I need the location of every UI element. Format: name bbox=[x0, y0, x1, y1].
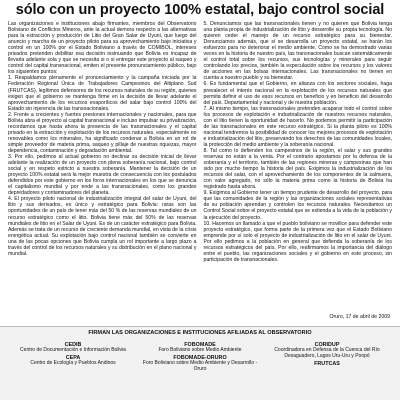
org-acronym: CEPA bbox=[65, 354, 81, 361]
org-entry bbox=[141, 355, 259, 373]
org-column-1 bbox=[14, 342, 132, 373]
point-9: 9. Exigimos al Gobierno tener un tiempo prudente de desarrollo del proyecto, para que las comunidades de la región y las organizaciones sociales representativas de su población aprendan y controlen los recursos naturales. Necesitamos un Control Social sobre el proyecto estatal que se extienda a la vida de la población y la ejecución del proyecto. bbox=[203, 190, 392, 221]
point-6: 6. Es fundamental que el Gobierno, en alianza con los sectores sociales, haga prevalecer el interés nacional en la explotación de los recursos naturales que permita definir el uso de esos recursos en beneficio y en beneficio del desarrollo del país. Departamental y nacional y de nuestra población. bbox=[203, 81, 392, 106]
org-name: Coordinadora en Defensa de la Cuenca del Río Desaguadero, Lagos Uru-Uru y Poopó bbox=[274, 347, 380, 359]
point-7: 7. Al mismo tiempo, las transnacionales pretenden acaparar todo el control sobre los procesos de explotación e industrialización de nuestros recursos naturales, con el litio tienen la oportunidad de hacerlo. No podemos permitir la participación de las transnacionales en este recurso estratégico. Si la planta piloto es 100% nacional tendremos la posibilidad de conocer los mejores procesos de explotación e industrialización del litio, preservando los derechos de las comunidades locales, la protección del medio ambiente y la soberanía nacional. bbox=[203, 105, 392, 148]
org-column-3 bbox=[268, 342, 386, 373]
org-entry bbox=[14, 355, 132, 367]
signatories-heading: FIRMAN LAS ORGANIZACIONES E INSTITUCIONES AFILIADAS AL OBSERVATORIO bbox=[88, 330, 312, 336]
point-5: 5. Denunciamos que las transnacionales tienen y no quieren que Bolivia tenga una planta propia de industrialización de litio y desarrolle su propia tecnología. No quieren ceder el manejo de un recurso estratégico para su bienestar. Denunciamos además, que si se desarrolla un proyecto estatal, se harán los esfuerzos para no deteriorar el medio ambiente. Como se ha demostrado varias veces en la historia de nuestro país, las transnacionales buscan sistemáticamente el control total sobre los recursos, sus tecnologías y minerales para seguir controlando los precios, también la especulación sobre los recursos y los valores de acciones en las bolsas internacionales. Las transnacionales no tienen en cuenta a nuestro pueblo y su bienestar. bbox=[203, 21, 392, 82]
org-acronym: FOBOMADE-ORURO bbox=[173, 354, 227, 361]
intro-paragraph: Las organizaciones e instituciones abajo firmantes, miembros del Observatorio Boliviano de Conflictos Mineros, ante la actual demora respecto a las alternativas para la extracción y producción de Litio del Gran Salar de Uyuni, que luego del anuncio y marcha de un proyecto piloto para su aprovechamiento bajo iniciativa y control en un 100% por el Estado Boliviano a través de COMIBOL, intereses privados pretenden debilitar esa decisión insinuando que Bolivia es incapaz de llevarla adelante sola y que se necesita si o si entregar este proyecto al saqueo y control del capital transnacional, emiten el presente pronunciamiento público, bajo los siguientes puntos: bbox=[8, 21, 197, 76]
org-acronym: FOBOMADE bbox=[184, 342, 216, 348]
signing-date: Oruro, 17 de abril de 2009 bbox=[329, 314, 390, 320]
point-1: 1. Respaldamos plenamente el pronunciamiento y la campaña iniciada por la Federación Regional Única de Trabajadores Campesinos del Altiplano Sud (FRUTCAS), legítimos defensores de los recursos naturales de su región, quienes exigen que el gobierno se mantenga firme en la decisión de llevar adelante el aprovechamiento de los recursos evaporíticos del salar bajo control 100% del Estado sin injerencia de las transnacionales. bbox=[8, 75, 197, 112]
org-entry bbox=[141, 342, 259, 354]
signatories-footer bbox=[0, 326, 400, 400]
org-name: Centro de Documentación e Información Bolivia bbox=[20, 347, 126, 353]
point-4: 4. El proyecto piloto nacional de industrialización integral del salar de Uyuni, del litio y sus derivados, es único y estratégico para Bolivia: raras son las oportunidades de un país de tener más del 50 % de las reservas mundiales de un recurso estratégico como el litio. Bolivia tiene más del 50% de las reservas mundiales de litio en el Salar de Uyuni. Es de un carácter estratégico para Bolivia. Además se trata de un recurso de creciente demanda mundial, en vista de la crisis energética actual. Su explotación bajo control nacional también se convierte en una de las pocas opciones que Bolivia cumpla un rol importante a largo plazo a través del control de los recursos naturales y su distribución en el plano nacional y mundial. bbox=[8, 196, 197, 257]
point-2: 2. Frente a crecientes y fuertes presiones internacionales y nacionales, para que Bolivia abra el proyecto al capital transnacional e incluso impulsar su privatización, recordamos que hasta ahora la presencia de las transnacionales y el capital privado en la extracción y explotación de los recursos naturales, especialmente no renovables como los minerales, ha significado condenar a Bolivia en un rol de simple proveedor de materia prima, saqueo y pillaje de nuestras riquezas, mayor dependencia, contaminación y degradación ambiental. bbox=[8, 111, 197, 154]
point-10: 10. Hacemos un llamado a que el pueblo boliviano se movilice para defender este proyecto estratégico, que forma parte de la primera vez que el Estado Boliviano emprende por sí solo el proyecto de industrialización de litio en el salar de Uyuni. Por ello pedimos a la población en general que defienda la soberanía de los recursos estratégicos del país. Por ello, reafirmamos la importancia del diálogo entre el pueblo, las organizaciones sociales y el gobierno en este proceso, sin participación de transnacionales. bbox=[203, 220, 392, 263]
organizations-list bbox=[0, 336, 400, 373]
right-column bbox=[204, 21, 393, 313]
point-8: 8. Tal como lo defienden los campesinos de la región, el salar y sus grandes reservas no están a la venta. Por el contrario apostamos por la defensa de la soberanía y el territorio, también de las regiones mineras y campesinas que han sido por mucho tiempo la historia del país. Exigimos la industrialización de los recursos del salar, con el aprovechamiento de los componentes de la salmuera, con valor agregado, no sólo la materia prima como la historia de Bolivia ha registrado hasta ahora. bbox=[203, 147, 392, 191]
org-name: Foro Boliviano sobre Medio Ambiente y Desarrollo - Oruro bbox=[142, 359, 258, 372]
org-name: Foro Boliviano sobre Medio Ambiente bbox=[158, 347, 242, 353]
org-entry bbox=[14, 342, 132, 354]
org-entry bbox=[268, 361, 386, 367]
org-column-2 bbox=[141, 342, 259, 373]
org-entry bbox=[268, 342, 386, 360]
page-title: sólo con un proyecto 100% estatal, bajo control social bbox=[15, 2, 385, 18]
org-acronym: FRUTCAS bbox=[314, 360, 340, 367]
org-acronym: CEDIB bbox=[64, 342, 82, 348]
left-column bbox=[8, 21, 197, 313]
body-columns bbox=[0, 21, 400, 313]
org-acronym: CORIDUP bbox=[314, 342, 340, 348]
point-3: 3. Por ello, pedimos al actual gobierno no declinar su decisión inicial de llevar adelante la realización de un proyecto con plena soberanía nacional, bajo control social y en respeto estricto a nuestra soberanía. Mantener la decisión de un proyecto 100% estatal será la mejor muestra de consecuencia con los postulados defendidos por este gobierno en los foros internacionales en los que se denuncia el capitalismo mundial y por ende a las transnacionales, como los grandes depredadores y contaminadores del planeta. bbox=[8, 154, 197, 197]
org-name: Centro de Ecología y Pueblos Andinos bbox=[30, 359, 116, 366]
